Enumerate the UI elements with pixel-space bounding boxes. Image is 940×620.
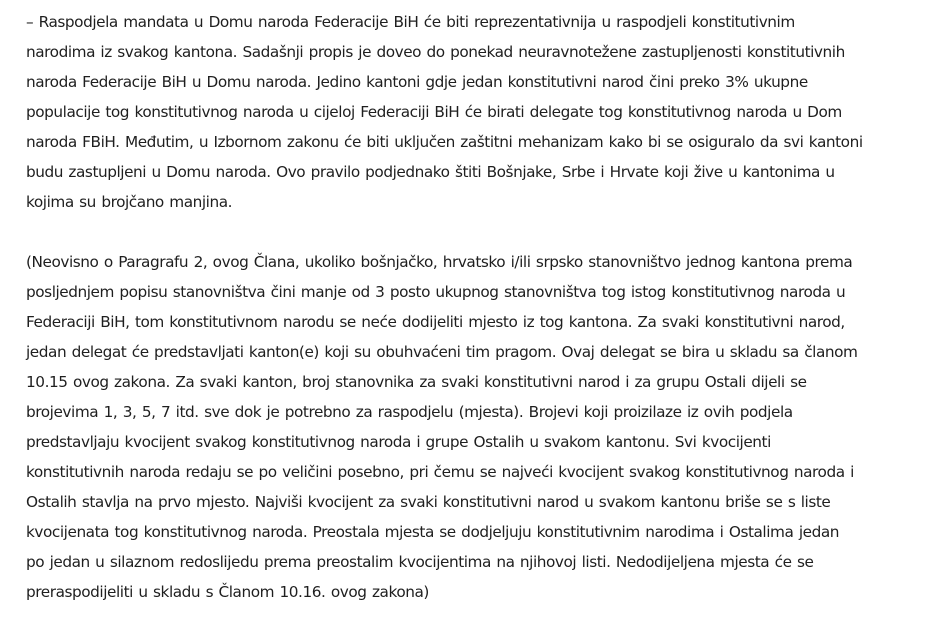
text-line: Ostalih stavlja na prvo mjesto. Najviši kvocijent za svaki konstitutivni narod u svakom kantonu briše se s liste: [26, 493, 831, 511]
article-body: [26, 7, 926, 607]
text-line: po jedan u silaznom redoslijedu prema preostalim kvocijentima na njihovoj listi. Nedodijeljena mjesta će se: [26, 553, 814, 571]
text-line: preraspodijeliti u skladu s Članom 10.16. ovog zakona): [26, 583, 429, 601]
text-line: (Neovisno o Paragrafu 2, ovog Člana, ukoliko bošnjačko, hrvatsko i/ili srpsko stanovništvo jednog kantona prema: [26, 253, 853, 271]
text-line: kojima su brojčano manjina.: [26, 193, 233, 211]
text-line: posljednjem popisu stanovništva čini manje od 3 posto ukupnog stanovništva tog istog konstitutivnog naroda u: [26, 283, 846, 301]
text-line: narodima iz svakog kantona. Sadašnji propis je doveo do ponekad neuravnotežene zastupljenosti konstitutivnih: [26, 43, 845, 61]
text-line: naroda Federacije BiH u Domu naroda. Jedino kantoni gdje jedan konstitutivni narod čini preko 3% ukupne: [26, 73, 808, 91]
text-line: 10.15 ovog zakona. Za svaki kanton, broj stanovnika za svaki konstitutivni narod i za grupu Ostali dijeli se: [26, 373, 807, 391]
text-line: Federaciji BiH, tom konstitutivnom narodu se neće dodijeliti mjesto iz tog kantona. Za svaki konstitutivni narod,: [26, 313, 845, 331]
text-line: budu zastupljeni u Domu naroda. Ovo pravilo podjednako štiti Bošnjake, Srbe i Hrvate koji žive u kantonima u: [26, 163, 835, 181]
text-line: populacije tog konstitutivnog naroda u cijeloj Federaciji BiH će birati delegate tog konstitutivnog naroda u Dom: [26, 103, 842, 121]
paragraph-threshold-rule: [26, 247, 926, 607]
paragraph-seat-distribution: [26, 7, 926, 217]
text-line: jedan delegat će predstavljati kanton(e) koji su obuhvaćeni tim pragom. Ovaj delegat se bira u skladu sa članom: [26, 343, 858, 361]
text-line: predstavljaju kvocijent svakog konstitutivnog naroda i grupe Ostalih u svakom kantonu. Svi kvocijenti: [26, 433, 771, 451]
text-line: – Raspodjela mandata u Domu naroda Federacije BiH će biti reprezentativnija u raspodjeli konstitutivnim: [26, 13, 795, 31]
text-line: brojevima 1, 3, 5, 7 itd. sve dok je potrebno za raspodjelu (mjesta). Brojevi koji proizilaze iz ovih podjela: [26, 403, 793, 421]
text-line: konstitutivnih naroda redaju se po veličini posebno, pri čemu se najveći kvocijent svakog konstitutivnog naroda i: [26, 463, 854, 481]
text-line: kvocijenata tog konstitutivnog naroda. Preostala mjesta se dodjeljuju konstitutivnim narodima i Ostalima jedan: [26, 523, 840, 541]
text-line: naroda FBiH. Međutim, u Izbornom zakonu će biti uključen zaštitni mehanizam kako bi se osiguralo da svi kantoni: [26, 133, 863, 151]
